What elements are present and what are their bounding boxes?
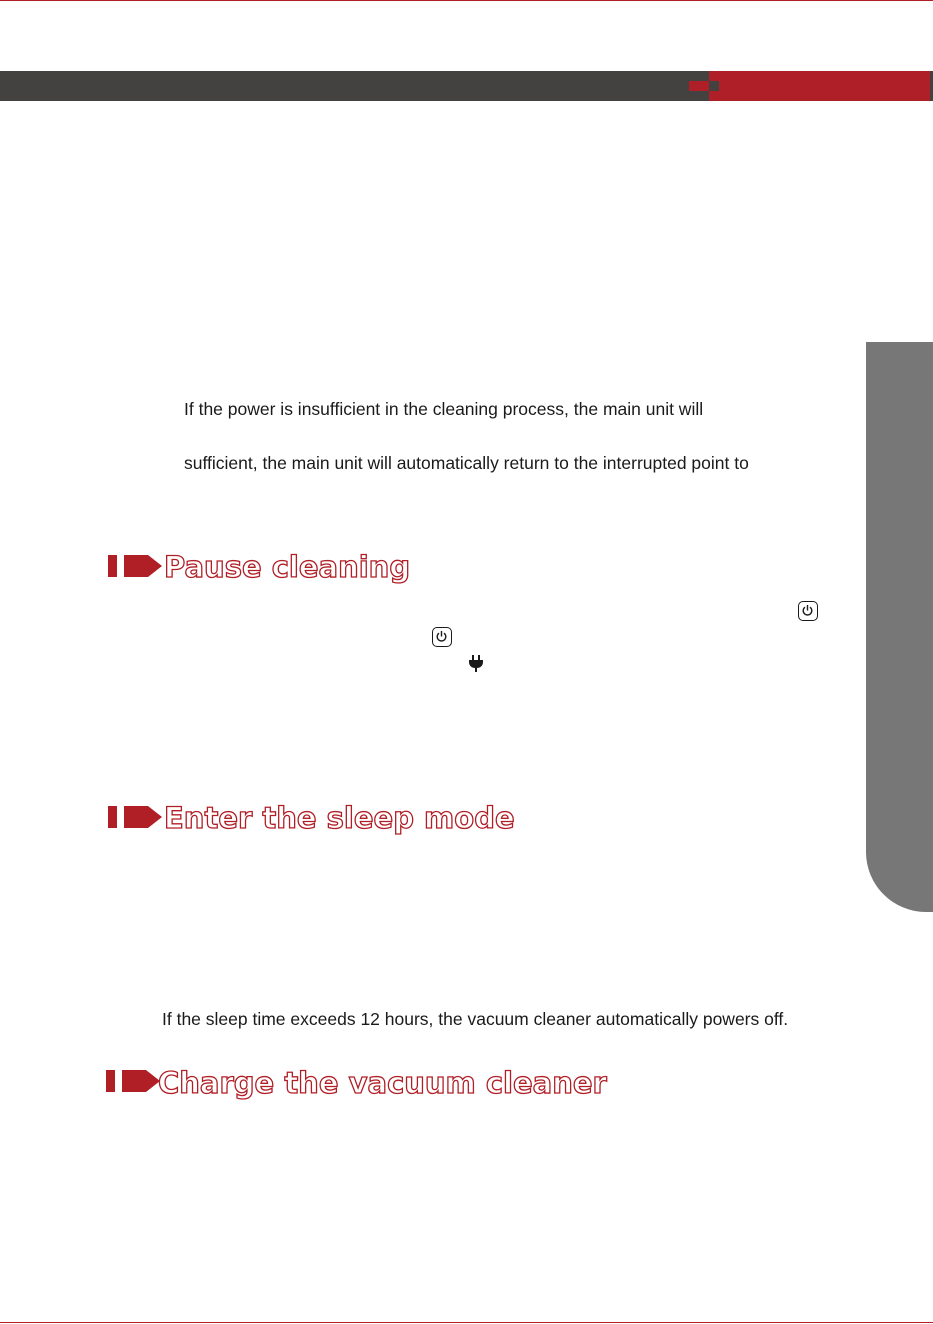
bottom-border-line <box>0 1322 933 1323</box>
power-button-icon <box>432 627 452 647</box>
sleep-paragraph: If the sleep time exceeds 12 hours, the vacuum cleaner automatically powers off. <box>162 1009 789 1029</box>
power-button-icon <box>798 601 818 621</box>
heading-pause-cleaning: Pause cleaning <box>164 550 411 584</box>
header-accent-bar <box>719 71 930 101</box>
top-border-line <box>0 0 933 1</box>
heading-sleep-mode: Enter the sleep mode <box>164 801 515 835</box>
low-power-paragraph-line-1: If the power is insufficient in the cleaning process, the main unit will <box>184 399 704 419</box>
heading-charge-vacuum: Charge the vacuum cleaner <box>158 1066 607 1100</box>
plug-icon <box>468 655 484 674</box>
side-tab-bottom <box>866 820 933 912</box>
low-power-paragraph-line-2: sufficient, the main unit will automatically return to the interrupted point to <box>184 453 749 473</box>
